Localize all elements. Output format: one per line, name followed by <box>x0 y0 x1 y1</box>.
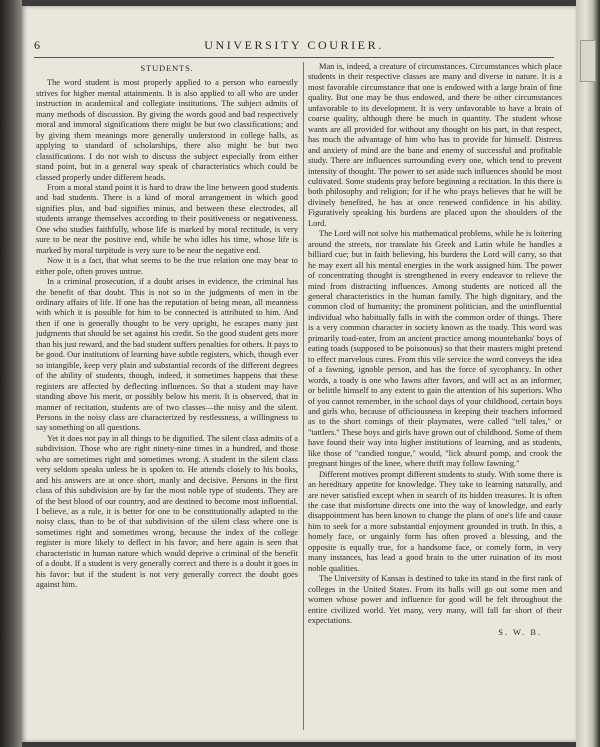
right-column <box>308 62 562 734</box>
paragraph: The word student is most properly applied to a person who earnestly strives for higher mental attainments. It is also applied to all who are under instruction in academical and collegiate institutions. The subject admits of many methods of discussion. By giving the words good and bad respectively moral and immoral significations there might be but two classifications; and by giving them meanings more generally understood in college halls, as applying to standard of scholarships, there also might be but two classifications. I do not wish to discuss the subject especially from either stand point, but in a general way speak of characteristics which could be classed properly under different heads. <box>36 78 298 182</box>
paragraph: The University of Kansas is destined to take its stand in the first rank of colleges in the United States. From its halls will go out some men and women whose power and influence for good will be felt throughout the entire civilized world. Yet many, very many, will fall far short of their expectations. <box>308 574 562 626</box>
column-divider <box>303 62 304 730</box>
author-signature: S. W. B. <box>498 628 542 638</box>
book-binding-shadow <box>0 0 22 747</box>
paragraph: Yet it does not pay in all things to be dignified. The silent class admits of a subdivision. Those who are right ninety-nine times in a hundred, and those who are sometimes right and sometimes wrong. A student in the silent class very seldom speaks unless he is spoken to. He attends closely to his books, and his answers are at once short, manly and decisive. Persons in the first class of this subdivision are by far the most noble type of students. They are of the best blood of our country, and are destined to become most influential. I believe, as a rule, it is better for one to be constitutionally adapted to the noisy class, than to be of that subdivision of the silent class where one is sometimes right and sometimes wrong, because the index of the college register is more likely to deflect in his favor; and here again is seen that characteristic in human nature which would deprive a criminal of the benefit of a doubt. If a student is very generally correct and there is a doubt it goes in his favor: but if the student is not very generally correct the doubt goes against him. <box>36 433 298 590</box>
page-number: 6 <box>34 38 40 52</box>
paragraph: From a moral stand point it is hard to draw the line between good students and bad students. There is a kind of moral arrangement in which good signifies plus, and bad signifies minus, and between these electrodes, all students arrange themselves according to their positiveness or negativeness. One who studies faithfully, whose life is marked by moral rectitude, is very sure to be near the positive end, while he who idles his time, whose life is marked by moral turpitude is very sure to be near the negative end. <box>36 182 298 255</box>
paragraph: Now it is a fact, that what seems to be the true relation one may bear to either pole, often proves untrue. <box>36 256 298 276</box>
next-page-edge <box>576 0 600 747</box>
page-edge-tab <box>580 40 596 82</box>
paragraph: The Lord will not solve his mathematical problems, while he is loitering around the streets, nor translate his Greek and Latin while he handles a billiard cue; but in faith believing, his burdens the Lord will carry, so that he may exert all his mental energies in the work assigned him. The power of concentrating thought is strengthened in every endeavor to relieve the mind from distracting influences. Among students are noticed all the general characteristics in the human family. The high dignitary, and the common clod of humanity; the prominent politician, and the uninfluential individual who habitually falls in with the common order of things. There is a very common character in society known as the toady. This word was primarily toad-eater, from an ancient practice among mountebanks' boys of eating toads (supposed to be poisonous) so that their masters might pretend to effect marvelous cures. From this vile service the word conveys the idea of a fawning, ignoble person, and has the force of sycophancy. In other words, a toady is one who fawns after favors, and will act as an informer, or belittle himself to any extent to gain the attention of his superiors. Who of you cannot remember, in the school days of your childhood, certain boys and girls who, because of officiousness in keeping their teachers informed as to the short comings of their playmates, were called "tell tales," or "tattlers." These boys and girls have grown out of childhood. Some of them have found their way into higher institutions of learning, and as students, like those of "candied tongue," would, "lick absurd pomp, and crook the pregnant hinges of the knee, where thrift may follow fawning." <box>308 229 562 469</box>
left-column <box>36 62 298 734</box>
header-rule <box>34 57 554 58</box>
paragraph: Different motives prompt different students to study. With some there is an hereditary appetite for knowledge. They take to learning naturally, and are never satisfied except when in search of its hidden treasures. It is often the case that misfortune directs one into the way of knowledge, and early disappointment has been known to change the plans of one's life and cause him to seek for a more substantial enjoyment grounded in truth. In this, a homely face, or ungainly form has often proved a blessing, and the opposite is equally true, for a handsome face, or comely form, in very many instances, has lead a good brain to the utter ruination of its most noble qualities. <box>308 469 562 573</box>
article-title: STUDENTS. <box>140 63 194 73</box>
masthead: UNIVERSITY COURIER. <box>204 38 384 52</box>
page-header <box>34 38 554 54</box>
paragraph: In a criminal prosecution, if a doubt arises in evidence, the criminal has the benefit of that doubt. This is not so in the judgments of men in the ordinary affairs of life. If one has the reputation of being mean, all meanness with which it is possible for him to be connected is attributed to him. And then if one is generally thought to be very upright, he escapes many just judgments that should be set against his credit. So the good student gets more than his just reward, and the bad student suffers penalties for others. It pays to be good. Our institutions of learning have subtle registers, which, though ever so intangible, keep very plain and substantial records of the different degrees of the ability of students, though, indeed, it sometimes happens that these registers are affected by deflecting influences. So that a student may have standing above his merit, or possibly below his merit. It is observed, that in manner of recitation, students are of two classes—the noisy and the silent. Persons in the noisy class are characterized by restlessness, a willingness to say something on all questions. <box>36 277 298 433</box>
paragraph: Man is, indeed, a creature of circumstances. Circumstances which place students in their respective classes are many and diverse in nature. It is a most favorable circumstance that one is endowed with a large brain of fine quality. But one may be thus endowed, and there be other circumstances unfavorable to its development. It is very unfavorable to have a brain of coarse quality, although there be much in quantity. The student whose wants are all provided for without any thought on his part, in that respect, has much the advantage of him who has to provide for himself. Distress and anxiety of mind are the bane and enemy of successful and profitable study. There are influences surrounding every one, which tend to prevent intensity of thought. The power to set aside such influences should be most cultivated. Some students pray before beginning a recitation. In this there is both philosophy and religion; for if he who prays believes that he will be divinely benefited, he has at once renewed confidence in his ability. Figuratively speaking his burdens are placed upon the shoulders of the Lord. <box>308 62 562 228</box>
